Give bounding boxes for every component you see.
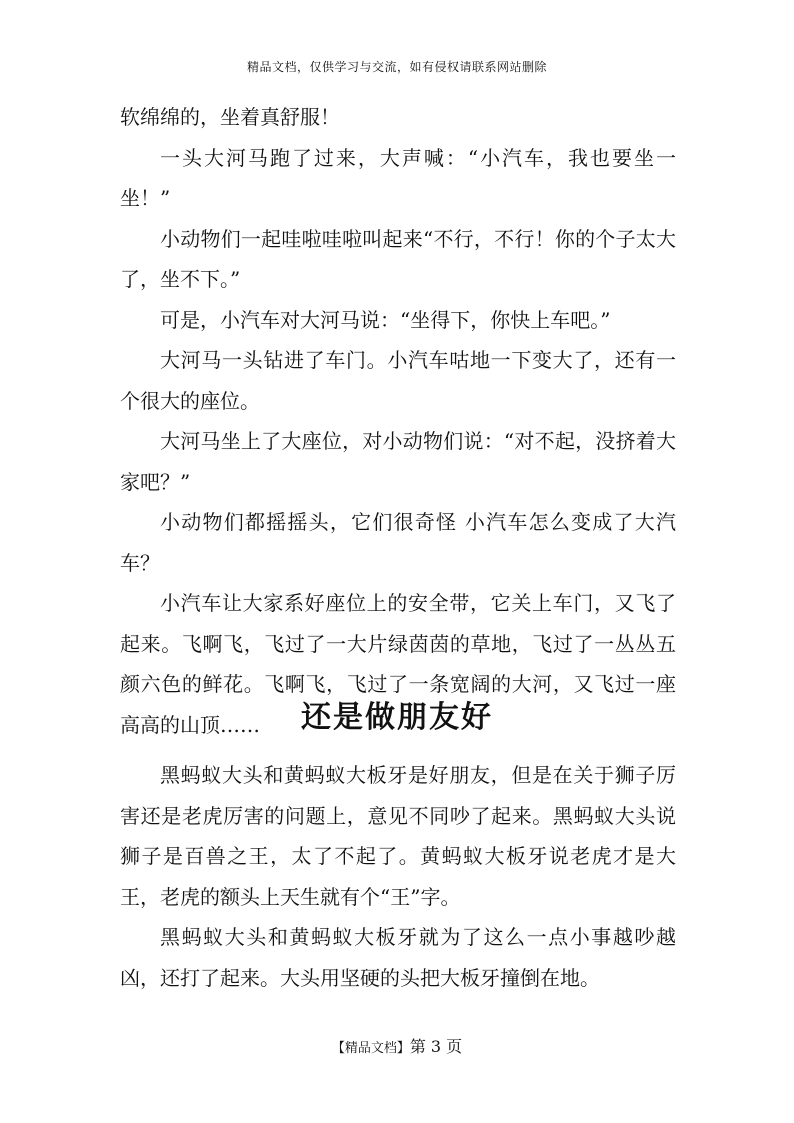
paragraph: 大河马坐上了大座位，对小动物们说：“对不起，没挤着大家吧？” [120, 429, 676, 494]
paragraph: 小汽车让大家系好座位上的安全带，它关上车门，又飞了起来。飞啊飞，飞过了一大片绿茵茵的草地，飞过了一丛丛五颜六色的鲜花。飞啊飞，飞过了一条宽阔的大河，又飞过一座高高的山顶…… [120, 591, 676, 737]
new-story-section [120, 755, 676, 998]
paragraph: 小动物们一起哇啦哇啦叫起来“不行，不行！你的个子太大了，坐不下。” [120, 226, 676, 291]
paragraph: 小动物们都摇摇头，它们很奇怪 小汽车怎么变成了大汽车？ [120, 510, 676, 575]
footer-tag: 【精品文档】 [331, 1041, 410, 1056]
paragraph: 黑蚂蚁大头和黄蚂蚁大板牙就为了这么一点小事越吵越凶，还打了起来。大头用坚硬的头把大板牙撞倒在地。 [120, 925, 676, 990]
paragraph: 黑蚂蚁大头和黄蚂蚁大板牙是好朋友，但是在关于狮子厉害还是老虎厉害的问题上，意见不同吵了起来。黑蚂蚁大头说狮子是百兽之王，太了不起了。黄蚂蚁大板牙说老虎才是大王，老虎的额头上天生就有个“王”字。 [120, 763, 676, 909]
story-title: 还是做朋友好 [301, 700, 493, 735]
page-number: 第 3 页 [409, 1037, 463, 1056]
paragraph: 一头大河马跑了过来，大声喊：“小汽车，我也要坐一坐！” [120, 145, 676, 210]
paragraph: 可是，小汽车对大河马说：“坐得下，你快上车吧。” [160, 307, 611, 332]
paragraph: 软绵绵的，坐着真舒服！ [120, 105, 340, 129]
paragraph: 大河马一头钻进了车门。小汽车咕地一下变大了，还有一个很大的座位。 [120, 348, 676, 413]
page-header-watermark: 精品文档，仅供学习与交流，如有侵权请联系网站删除 [246, 60, 547, 74]
story-continued-section [120, 97, 676, 745]
page-footer [0, 1034, 794, 1057]
